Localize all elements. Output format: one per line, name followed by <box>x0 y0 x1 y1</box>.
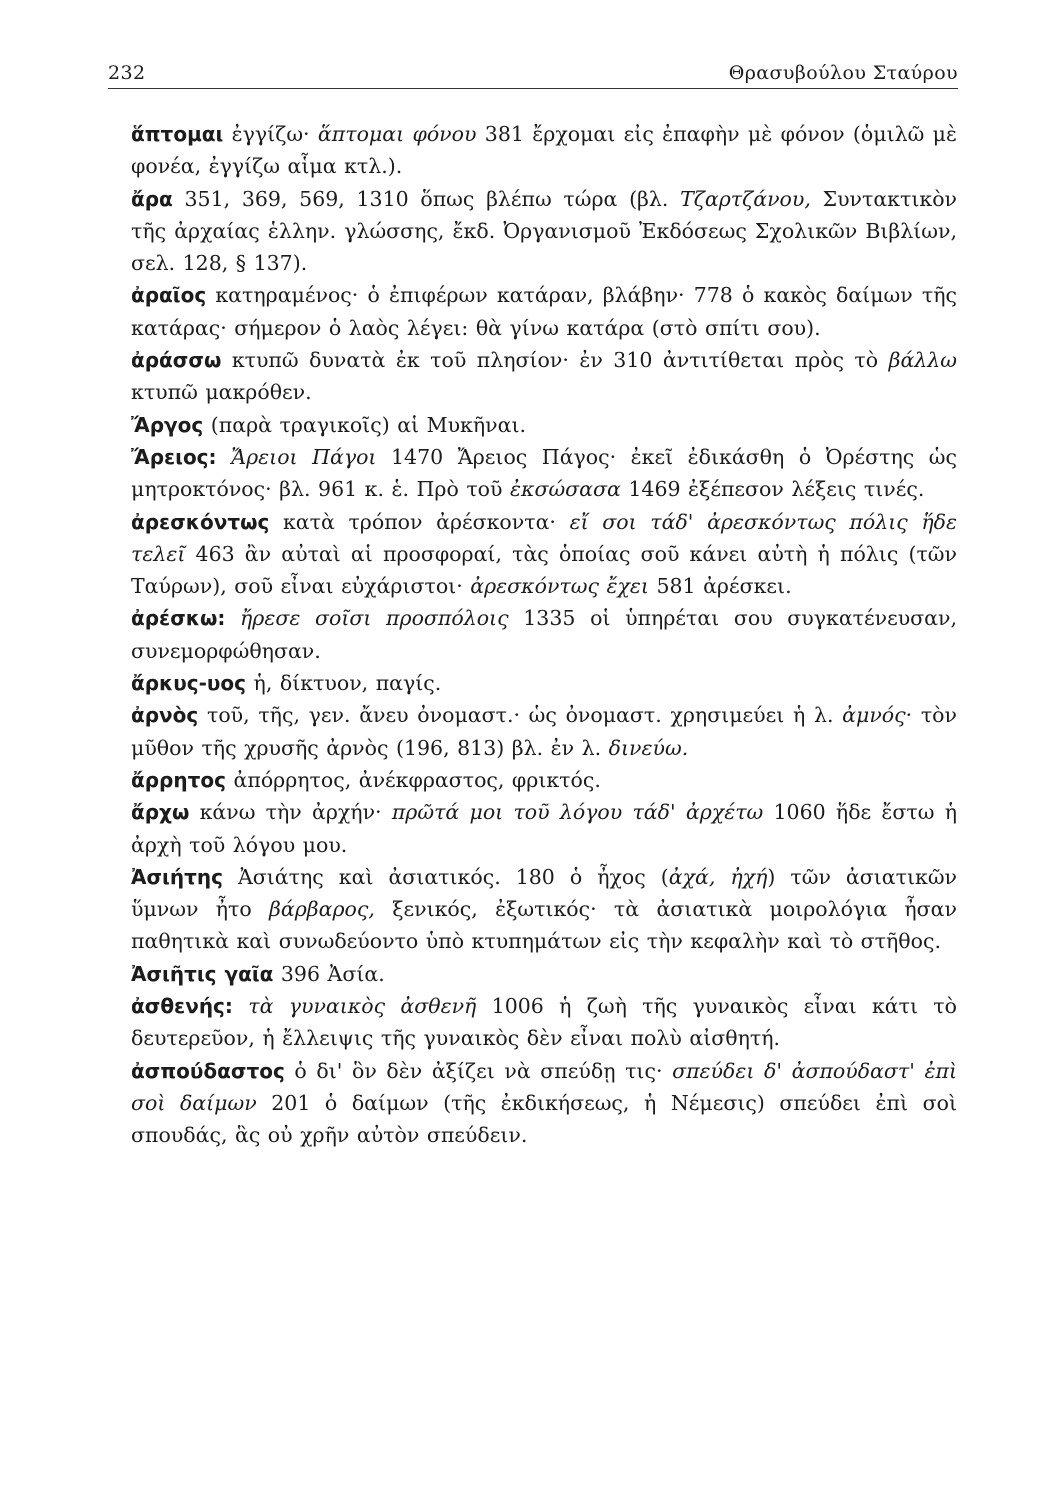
entry-definition: Συντακτικὸν τῆς ἀρχαίας ἑλλην. γλώσσης, ἔκδ. Ὀργανισμοῦ Ἐκδόσεως Σχολικῶν Βιβλίων, σελ. 128, § 137). <box>131 186 957 276</box>
entry-definition: 351, 369, 569, 1310 ὅπως βλέπω τώρα (βλ. <box>172 186 681 211</box>
entry-headword: ἀρέσκω: <box>131 606 226 631</box>
entry-headword: ἄρχω <box>131 800 190 825</box>
entry-headword: ἀσπούδαστος <box>131 1058 285 1083</box>
entry-citation: εἴ σοι τάδ' ἀρεσκόντως πόλις ἥδε τελεῖ <box>131 509 957 566</box>
glossary-entry <box>131 699 957 764</box>
entry-definition: ἡ, δίκτυον, παγίς. <box>246 671 442 696</box>
entry-definition: τοῦ, τῆς, γεν. ἄνευ ὀνομαστ.· ὡς ὀνομαστ. χρησιμεύει ἡ λ. <box>198 703 843 728</box>
entry-citation: Τζαρτζάνου, <box>680 186 811 211</box>
entry-definition: κτυπῶ δυνατὰ ἐκ τοῦ πλησίον· ἐν 310 ἀντιτίθεται πρὸς τὸ <box>221 348 889 373</box>
entry-citation: δινεύω. <box>608 735 689 760</box>
entry-definition: ξενικός, ἐξωτικός· τὰ ἀσιατικὰ μοιρολόγια ἦσαν παθητικὰ καὶ συνωδεύοντο ὑπὸ κτυπημάτων εἰς τὴν κεφαλὴν καὶ τὸ στῆθος. <box>131 897 957 954</box>
header-rule <box>108 88 958 89</box>
entry-definition: (παρὰ τραγικοῖς) αἱ Μυκῆναι. <box>203 412 527 437</box>
entry-headword: ἅπτομαι <box>131 122 224 146</box>
entry-definition: ) τῶν ἀσιατικῶν ὕμνων ἦτο <box>131 864 957 922</box>
entry-headword: ἄρα <box>131 186 173 211</box>
entry-headword: ἀρνὸς <box>131 703 199 728</box>
entry-definition: 581 ἀρέσκει. <box>648 574 792 599</box>
entry-citation: ἀρεσκόντως ἔχει <box>470 574 649 599</box>
glossary-body <box>131 118 957 1152</box>
entry-headword: Ἄργος <box>131 412 204 437</box>
glossary-entry <box>131 409 957 441</box>
entry-definition: ὁ δι' ὃν δὲν ἀξίζει νὰ σπεύδῃ τις· <box>284 1058 673 1083</box>
entry-citation: βάλλω <box>888 348 957 373</box>
entry-definition: 381 ἔρχομαι εἰς ἐπαφὴν μὲ φόνον (ὁμιλῶ μὲ φονέα, ἐγγίζω αἷμα κτλ.). <box>131 122 958 179</box>
entry-definition: Ἀσιάτης καὶ ἀσιατικός. 180 ὁ ἦχος ( <box>222 864 669 889</box>
page-header <box>108 48 958 84</box>
entry-definition: 1470 Ἄρειος Πάγος· ἐκεῖ ἐδικάσθη ὁ Ὀρέστης ὡς μητροκτόνος· βλ. 961 κ. ἑ. Πρὸ τοῦ <box>131 444 957 502</box>
glossary-entry <box>131 183 957 280</box>
glossary-entry <box>131 279 957 344</box>
entry-citation: τὰ γυναικὸς ἀσθενῆ <box>248 994 477 1019</box>
glossary-entry <box>131 667 957 699</box>
glossary-entry <box>131 118 957 183</box>
glossary-entry <box>131 861 957 958</box>
glossary-entry <box>131 506 957 603</box>
entry-headword: Ἄρειος: <box>131 444 217 469</box>
entry-definition: κτυπῶ μακρόθεν. <box>131 380 312 405</box>
entry-citation: Ἄρειοι Πάγοι <box>231 444 377 469</box>
entry-definition <box>225 606 240 630</box>
entry-headword: ἄρρητος <box>131 767 226 792</box>
entry-headword: Ἀσιήτης <box>131 864 223 889</box>
entry-definition: ἀπόρρητος, ἀνέκφραστος, φρικτός. <box>225 767 601 792</box>
entry-citation: πρῶτά μοι τοῦ λόγου τάδ' ἀρχέτω <box>391 800 764 825</box>
entry-headword: ἀσθενής: <box>131 994 233 1019</box>
entry-definition: κάνω τὴν ἀρχήν· <box>189 800 392 825</box>
running-title: Θρασυβούλου Σταύρου <box>728 62 958 84</box>
entry-headword: Ἀσιῆτις γαῖα <box>131 961 274 986</box>
glossary-entry <box>131 441 957 506</box>
entry-citation: ἤρεσε σοῖσι προσπόλοις <box>240 606 509 631</box>
entry-citation: βάρβαρος, <box>269 897 375 922</box>
glossary-entry <box>131 344 957 409</box>
glossary-entry <box>131 1055 957 1152</box>
glossary-entry <box>131 796 957 861</box>
entry-definition: 1006 ἡ ζωὴ τῆς γυναικὸς εἶναι κάτι τὸ δευτερεῦον, ἡ ἔλλειψις τῆς γυναικὸς δὲν εἶναι πολὺ αἰσθητή. <box>131 994 957 1051</box>
entry-headword: ἀράσσω <box>131 348 222 373</box>
entry-headword: ἄρκυς-υος <box>131 671 247 696</box>
entry-definition: 1335 οἱ ὑπηρέται σου συγκατένευσαν, συνεμορφώθησαν. <box>131 606 957 663</box>
entry-citation: ἀμνός· <box>842 703 913 728</box>
entry-definition: ἐγγίζω· <box>223 122 318 146</box>
entry-definition: 463 ἂν αὐταὶ αἱ προσφοραί, τὰς ὁποίας σοῦ κάνει αὐτὴ ἡ πόλις (τῶν Ταύρων), σοῦ εἶναι εὐχάριστοι· <box>131 541 957 599</box>
entry-definition: 396 Ἀσία. <box>273 961 385 986</box>
glossary-entry <box>131 958 957 990</box>
glossary-entry <box>131 764 957 796</box>
entry-citation: ἐκσώσασα <box>510 477 621 502</box>
entry-definition: 201 ὁ δαίμων (τῆς ἐκδικήσεως, ἡ Νέμεσις) σπεύδει ἐπὶ σοὶ σπουδάς, ἃς οὐ χρῆν αὐτὸν σπεύδειν. <box>131 1090 957 1148</box>
page-number: 232 <box>108 62 146 84</box>
entry-definition: 1060 ἥδε ἔστω ἡ ἀρχὴ τοῦ λόγου μου. <box>131 800 957 857</box>
entry-definition: 1469 ἐξέπεσον λέξεις τινές. <box>620 477 925 502</box>
entry-definition: τὸν μῦθον τῆς χρυσῆς ἀρνὸς (196, 813) βλ. ἐν λ. <box>131 703 957 760</box>
entry-citation: σπεύδει δ' ἀσπούδαστ' ἐπὶ σοὶ δαίμων <box>131 1058 957 1115</box>
entry-headword: ἀραῖος <box>131 283 207 308</box>
entry-headword: ἀρεσκόντως <box>131 509 270 534</box>
entry-citation: ἅπτομαι φόνου <box>317 122 477 146</box>
entry-definition <box>217 445 232 469</box>
entry-citation: ἀχά, ἠχή <box>668 864 768 889</box>
entry-definition: κατηραμένος· ὁ ἐπιφέρων κατάραν, βλάβην· 778 ὁ κακὸς δαίμων τῆς κατάρας· σήμερον ὁ λαὸς λέγει: θὰ γίνω κατάρα (στὸ σπίτι σου). <box>131 283 957 340</box>
glossary-entry <box>131 602 957 667</box>
glossary-entry <box>131 990 957 1055</box>
entry-definition <box>233 994 248 1018</box>
entry-definition: κατὰ τρόπον ἀρέσκοντα· <box>269 509 570 534</box>
